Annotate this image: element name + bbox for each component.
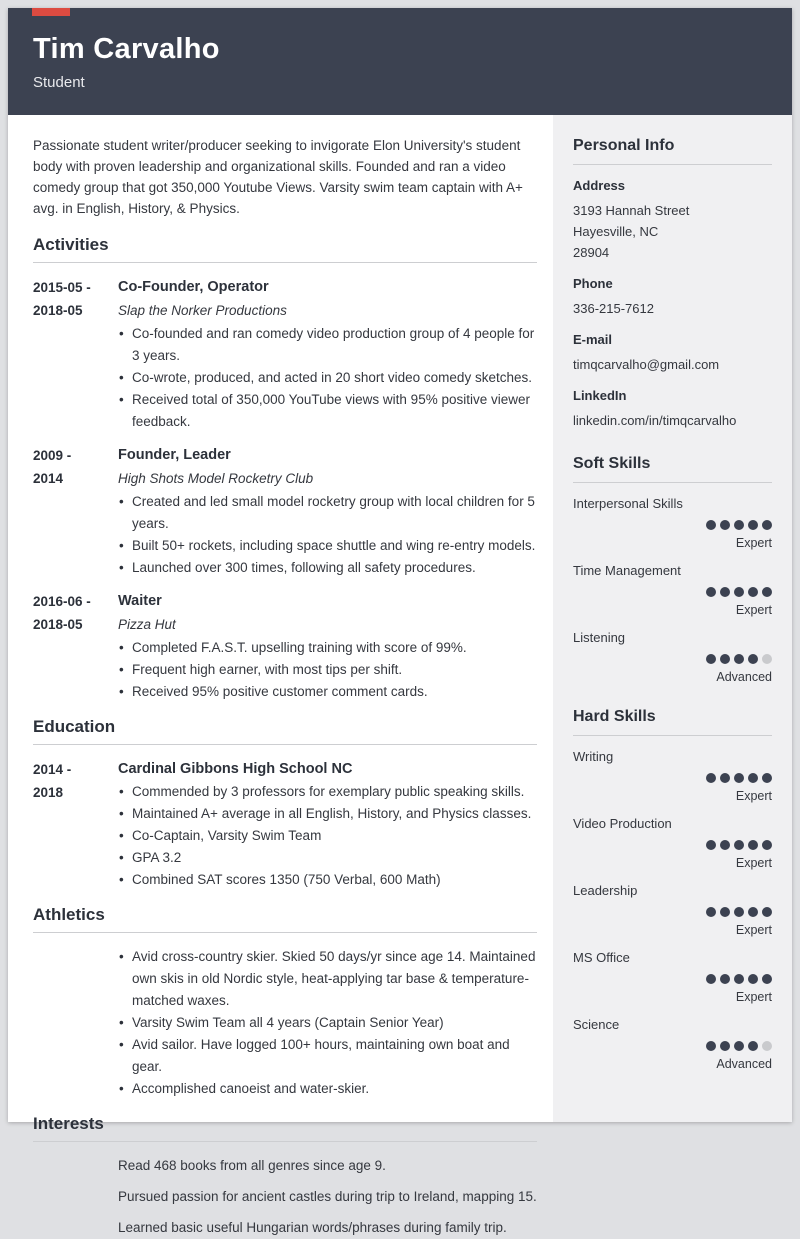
date-to: 2018-05: [33, 617, 83, 632]
skill-name: Writing: [573, 749, 614, 764]
skill-item: [573, 630, 772, 684]
skill-item: [573, 950, 772, 1004]
rating-dot: [720, 654, 730, 664]
entry-role: Co-Founder, Operator: [118, 279, 269, 295]
rating-dot: [720, 587, 730, 597]
entry-organization: High Shots Model Rocketry Club: [118, 471, 314, 486]
rating-dot: [734, 773, 744, 783]
school-name: Cardinal Gibbons High School NC: [118, 761, 353, 777]
skill-level-label: Expert: [735, 789, 772, 803]
field-label: Address: [573, 178, 626, 193]
rating-dot: [748, 907, 758, 917]
rating-dot: [748, 654, 758, 664]
rating-dot: [734, 587, 744, 597]
entry-bullets: [118, 781, 537, 891]
field-linkedin: [573, 388, 772, 431]
activity-entry: [33, 444, 537, 579]
skill-name: Video Production: [573, 816, 672, 831]
personal-info-section: [573, 137, 772, 431]
entry-body: [118, 758, 537, 891]
rating-dot: [720, 974, 730, 984]
body-columns: [8, 115, 792, 1235]
bullet-item: • Varsity Swim Team all 4 years (Captain Senior Year): [118, 1012, 537, 1034]
entry-dates: [33, 276, 118, 433]
skill-rating-dots: [573, 974, 772, 984]
rating-dot: [762, 840, 772, 850]
resume-page: [8, 8, 792, 1235]
field-label: E-mail: [573, 332, 613, 347]
skill-item: [573, 749, 772, 803]
rating-dot: [706, 974, 716, 984]
date-from: 2009 -: [33, 448, 72, 463]
rating-dot: [706, 840, 716, 850]
skill-level-label: Expert: [735, 536, 772, 550]
skill-item: [573, 816, 772, 870]
sidebar: [553, 115, 792, 1122]
resume-header: [8, 8, 792, 115]
bullet-item: • Co-founded and ran comedy video production group of 4 people for 3 years.: [118, 323, 537, 367]
section-title-athletics: Athletics: [33, 905, 537, 933]
rating-dot: [762, 907, 772, 917]
interest-line: Pursued passion for ancient castles during trip to Ireland, mapping 15.: [118, 1189, 537, 1204]
skill-item: [573, 883, 772, 937]
bullet-item: • Commended by 3 professors for exemplary public speaking skills.: [118, 781, 537, 803]
entry-body: [118, 590, 537, 703]
rating-dot: [762, 773, 772, 783]
rating-dot: [762, 974, 772, 984]
rating-dot: [748, 773, 758, 783]
entry-dates: [33, 758, 118, 891]
rating-dot: [720, 840, 730, 850]
rating-dot: [706, 587, 716, 597]
rating-dot: [734, 520, 744, 530]
rating-dot: [734, 907, 744, 917]
date-to: 2014: [33, 471, 64, 486]
interest-line: Read 468 books from all genres since age 9.: [118, 1158, 386, 1173]
soft-skills-section: [573, 455, 772, 684]
date-from: 2014 -: [33, 762, 72, 777]
date-to: 2018-05: [33, 303, 83, 318]
rating-dot: [748, 520, 758, 530]
rating-dot: [762, 520, 772, 530]
skill-item: [573, 563, 772, 617]
skill-item: [573, 1017, 772, 1071]
entry-organization: Pizza Hut: [118, 617, 176, 632]
bullet-item: • Received 95% positive customer comment cards.: [118, 681, 537, 703]
skill-rating-dots: [573, 520, 772, 530]
rating-dot: [706, 654, 716, 664]
skill-rating-dots: [573, 840, 772, 850]
sidebar-title-hard-skills: Hard Skills: [573, 708, 772, 736]
hard-skills-section: [573, 708, 772, 1071]
field-value: Hayesville, NC: [573, 224, 659, 239]
entry-body: [118, 444, 537, 579]
entry-bullets: [118, 637, 537, 703]
rating-dot: [720, 773, 730, 783]
entry-role: Waiter: [118, 593, 162, 609]
bullet-item: • Accomplished canoeist and water-skier.: [118, 1078, 537, 1100]
bullet-item: • Completed F.A.S.T. upselling training with score of 99%.: [118, 637, 537, 659]
skill-name: Science: [573, 1017, 620, 1032]
skill-rating-dots: [573, 773, 772, 783]
skill-level-label: Advanced: [716, 1057, 772, 1071]
date-from: 2016-06 -: [33, 594, 91, 609]
skill-name: Interpersonal Skills: [573, 496, 683, 511]
field-value: 3193 Hannah Street: [573, 203, 690, 218]
bullet-item: • Co-wrote, produced, and acted in 20 short video comedy sketches.: [118, 367, 537, 389]
summary-paragraph: Passionate student writer/producer seeking to invigorate Elon University's student body with proven leadership and organizational skills. Founded and ran a video comedy group that got 350,000 Youtube Views. Varsity swim team captain with A+ avg. in English, History, & Physics.: [33, 138, 523, 216]
athletics-bullets: [118, 946, 537, 1100]
skill-level-label: Expert: [735, 923, 772, 937]
entry-body: [118, 276, 537, 433]
entry-dates: [33, 444, 118, 579]
bullet-item: • Combined SAT scores 1350 (750 Verbal, 600 Math): [118, 869, 537, 891]
skill-level-label: Advanced: [716, 670, 772, 684]
skill-rating-dots: [573, 587, 772, 597]
rating-dot: [748, 974, 758, 984]
skill-name: Leadership: [573, 883, 638, 898]
skill-rating-dots: [573, 1041, 772, 1051]
rating-dot: [734, 654, 744, 664]
skill-name: Listening: [573, 630, 626, 645]
rating-dot: [748, 587, 758, 597]
bullet-item: • Received total of 350,000 YouTube views with 95% positive viewer feedback.: [118, 389, 537, 433]
main-column: [8, 115, 553, 1235]
candidate-name: Tim Carvalho: [33, 33, 220, 65]
skill-level-label: Expert: [735, 603, 772, 617]
field-label: Phone: [573, 276, 613, 291]
rating-dot: [748, 840, 758, 850]
rating-dot: [762, 587, 772, 597]
date-to: 2018: [33, 785, 64, 800]
rating-dot: [762, 654, 772, 664]
rating-dot: [706, 773, 716, 783]
sidebar-title-personal-info: Personal Info: [573, 137, 772, 165]
sidebar-title-soft-skills: Soft Skills: [573, 455, 772, 483]
bullet-item: • Maintained A+ average in all English, History, and Physics classes.: [118, 803, 537, 825]
skill-name: Time Management: [573, 563, 681, 578]
skill-item: [573, 496, 772, 550]
field-label: LinkedIn: [573, 388, 627, 403]
interest-line: Learned basic useful Hungarian words/phrases during family trip.: [118, 1220, 507, 1235]
rating-dot: [720, 520, 730, 530]
entry-organization: Slap the Norker Productions: [118, 303, 287, 318]
field-value: linkedin.com/in/timqcarvalho: [573, 413, 737, 428]
bullet-item: • GPA 3.2: [118, 847, 537, 869]
section-title-interests: Interests: [33, 1114, 537, 1142]
activity-entry: [33, 276, 537, 433]
education-entry: [33, 758, 537, 891]
accent-bar: [32, 8, 70, 16]
entry-dates: [33, 590, 118, 703]
field-email: [573, 332, 772, 375]
bullet-item: • Created and led small model rocketry group with local children for 5 years.: [118, 491, 537, 535]
bullet-item: • Avid cross-country skier. Skied 50 days/yr since age 14. Maintained own skis in old Nordic style, heat-applying tar base & temperature-matched waxes.: [118, 946, 537, 1012]
skill-level-label: Expert: [735, 990, 772, 1004]
rating-dot: [720, 907, 730, 917]
rating-dot: [734, 1041, 744, 1051]
bullet-item: • Launched over 300 times, following all safety procedures.: [118, 557, 537, 579]
field-value: 336-215-7612: [573, 301, 654, 316]
activity-entry: [33, 590, 537, 703]
skill-rating-dots: [573, 907, 772, 917]
field-phone: [573, 276, 772, 319]
rating-dot: [734, 840, 744, 850]
field-value: 28904: [573, 245, 610, 260]
bullet-item: • Co-Captain, Varsity Swim Team: [118, 825, 537, 847]
field-address: [573, 178, 772, 263]
entry-role: Founder, Leader: [118, 447, 231, 463]
candidate-title: Student: [33, 74, 85, 91]
rating-dot: [706, 1041, 716, 1051]
skill-name: MS Office: [573, 950, 630, 965]
bullet-item: • Frequent high earner, with most tips per shift.: [118, 659, 537, 681]
interests-lines: [118, 1155, 537, 1239]
rating-dot: [706, 907, 716, 917]
date-from: 2015-05 -: [33, 280, 91, 295]
entry-bullets: [118, 491, 537, 579]
entry-bullets: [118, 323, 537, 433]
rating-dot: [748, 1041, 758, 1051]
skill-level-label: Expert: [735, 856, 772, 870]
rating-dot: [706, 520, 716, 530]
bullet-item: • Avid sailor. Have logged 100+ hours, maintaining own boat and gear.: [118, 1034, 537, 1078]
rating-dot: [720, 1041, 730, 1051]
skill-rating-dots: [573, 654, 772, 664]
section-title-education: Education: [33, 717, 537, 745]
field-value: timqcarvalho@gmail.com: [573, 357, 720, 372]
bullet-item: • Built 50+ rockets, including space shuttle and wing re-entry models.: [118, 535, 537, 557]
section-title-activities: Activities: [33, 235, 537, 263]
rating-dot: [734, 974, 744, 984]
rating-dot: [762, 1041, 772, 1051]
